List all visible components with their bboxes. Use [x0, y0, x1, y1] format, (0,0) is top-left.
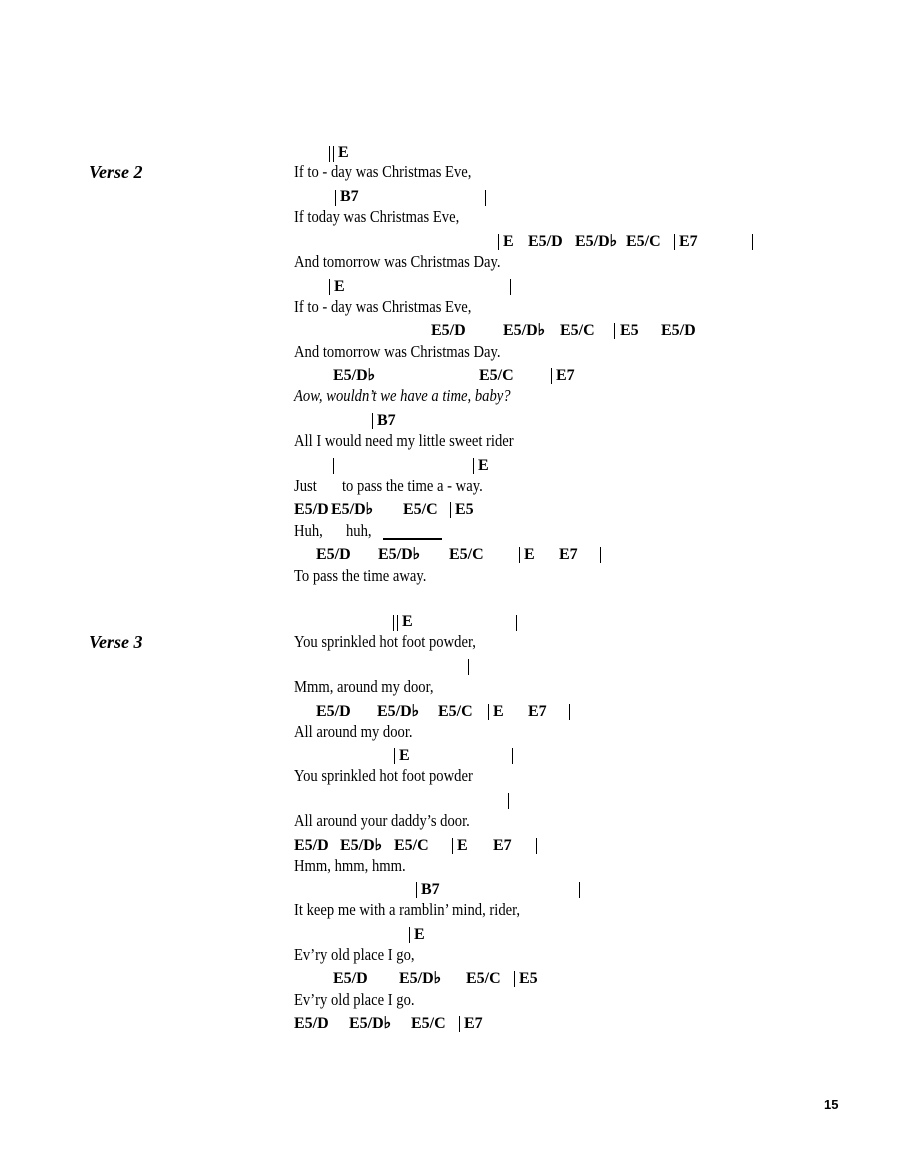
chord: E5/D	[528, 233, 563, 250]
barline	[450, 502, 451, 518]
chord: E5/C	[438, 703, 473, 720]
lyric-part: to pass the time a - way.	[342, 476, 483, 495]
chord: E5	[620, 322, 639, 339]
chord: E5/D	[316, 546, 351, 563]
chord: E	[402, 613, 413, 630]
lyric-line: Hmm, hmm, hmm.	[294, 856, 406, 875]
chord: E5/D♭	[378, 546, 421, 563]
barline	[516, 615, 517, 631]
chord: E5/C	[466, 970, 501, 987]
chord: E5/D	[316, 703, 351, 720]
chord: E	[399, 747, 410, 764]
chord: E	[334, 278, 345, 295]
lyric-line: And tomorrow was Christmas Day.	[294, 252, 501, 271]
verse-2-label: Verse 2	[89, 162, 143, 182]
chord: E5/D♭	[575, 233, 618, 250]
barline	[508, 793, 509, 809]
barline	[333, 458, 334, 474]
chord: E5/C	[626, 233, 661, 250]
lyric-line: Ev’ry old place I go,	[294, 945, 415, 964]
chord: E	[457, 837, 468, 854]
barline	[600, 547, 601, 563]
barline	[579, 882, 580, 898]
chord: E5/D♭	[349, 1015, 392, 1032]
barline	[416, 882, 417, 898]
barline	[752, 234, 753, 250]
barline	[452, 838, 453, 854]
chord: E5/D♭	[399, 970, 442, 987]
barline	[335, 190, 336, 206]
lyric-line: All around your daddy’s door.	[294, 811, 470, 830]
lyric-line: It keep me with a ramblin’ mind, rider,	[294, 900, 521, 919]
chord: E5/D	[661, 322, 696, 339]
lyric-line: Aow, wouldn’t we have a time, baby?	[294, 386, 511, 405]
barline	[536, 838, 537, 854]
chord: E7	[464, 1015, 483, 1032]
chord: E5/D♭	[340, 837, 383, 854]
hold-line	[383, 538, 442, 540]
chord: E5/C	[449, 546, 484, 563]
chord: E5/D	[431, 322, 466, 339]
barline	[409, 927, 410, 943]
barline	[551, 368, 552, 384]
chord: B7	[377, 412, 396, 429]
chord: E7	[493, 837, 512, 854]
lyric-line: If to - day was Christmas Eve,	[294, 162, 472, 181]
barline	[372, 413, 373, 429]
lyric-part: huh,	[346, 521, 372, 540]
chord: E5/C	[394, 837, 429, 854]
chord: B7	[340, 188, 359, 205]
chord: E5/D	[333, 970, 368, 987]
lyric-line: You sprinkled hot foot powder,	[294, 632, 476, 651]
barline	[459, 1016, 460, 1032]
barline	[498, 234, 499, 250]
chord: E	[338, 144, 349, 161]
chord: E5/D	[294, 1015, 329, 1032]
lyric-line: All around my door.	[294, 722, 413, 741]
barline	[488, 704, 489, 720]
verse-3-label: Verse 3	[89, 632, 143, 652]
chord: E5/D♭	[503, 322, 546, 339]
lyric-part: Huh,	[294, 521, 323, 540]
lyric-line: You sprinkled hot foot powder	[294, 766, 473, 785]
lyric-line: If today was Christmas Eve,	[294, 207, 460, 226]
lyric-line: Ev’ry old place I go.	[294, 990, 415, 1009]
barline	[473, 458, 474, 474]
page-number: 15	[824, 1097, 839, 1112]
lyric-part: Just	[294, 476, 317, 495]
chord: E5/C	[411, 1015, 446, 1032]
barline	[510, 279, 511, 295]
chord: E7	[528, 703, 547, 720]
chord: E5/C	[479, 367, 514, 384]
lyric-line: And tomorrow was Christmas Day.	[294, 342, 501, 361]
chord: E5/C	[403, 501, 438, 518]
chord: E5/D	[294, 501, 329, 518]
chord: E	[503, 233, 514, 250]
chord: E5	[455, 501, 474, 518]
chord: E7	[559, 546, 578, 563]
barline	[394, 748, 395, 764]
double-barline	[329, 146, 334, 162]
barline	[329, 279, 330, 295]
chord: E	[478, 457, 489, 474]
chord: E5/D♭	[333, 367, 376, 384]
chord: E7	[679, 233, 698, 250]
barline	[512, 748, 513, 764]
barline	[514, 971, 515, 987]
chord: E5/D♭	[377, 703, 420, 720]
lyric-line: To pass the time away.	[294, 566, 427, 585]
chord: E	[493, 703, 504, 720]
chord: E	[524, 546, 535, 563]
barline	[485, 190, 486, 206]
chord: E5	[519, 970, 538, 987]
chord: B7	[421, 881, 440, 898]
barline	[614, 323, 615, 339]
chord: E	[414, 926, 425, 943]
barline	[569, 704, 570, 720]
barline	[468, 659, 469, 675]
barline	[674, 234, 675, 250]
lyric-line: All I would need my little sweet rider	[294, 431, 514, 450]
lyric-line: Mmm, around my door,	[294, 677, 434, 696]
barline	[519, 547, 520, 563]
lyric-line: If to - day was Christmas Eve,	[294, 297, 472, 316]
chord: E5/D♭	[331, 501, 374, 518]
chord: E5/D	[294, 837, 329, 854]
chord: E5/C	[560, 322, 595, 339]
double-barline	[393, 615, 398, 631]
chord: E7	[556, 367, 575, 384]
